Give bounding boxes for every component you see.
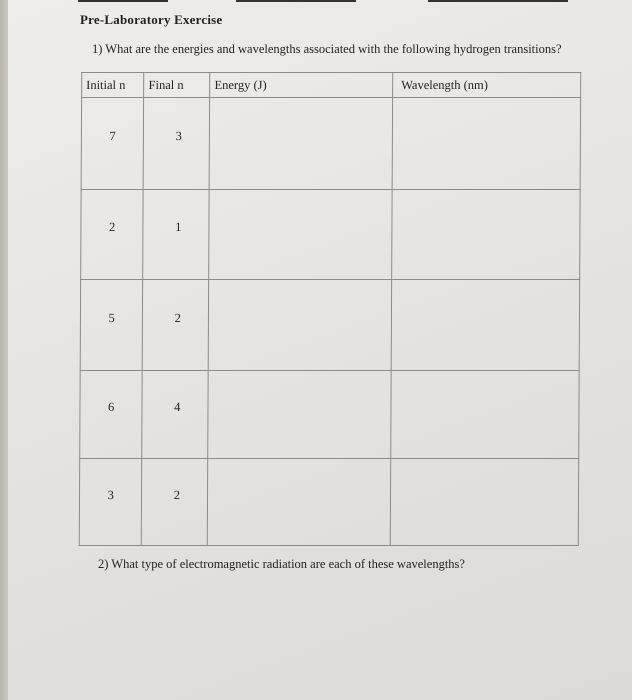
wavelength-cell[interactable] [391,280,579,371]
table-header-row [82,73,581,98]
wavelength-cell[interactable] [392,98,580,190]
energy-cell[interactable] [208,459,391,546]
question-1: 1) What are the energies and wavelengths associated with the following hydrogen transitions? [92,42,562,56]
final-n-cell: 4 [142,371,208,459]
page-title: Pre-Laboratory Exercise [80,12,223,27]
worksheet-page [8,0,632,700]
table-row [80,280,579,371]
transitions-table [79,72,581,546]
name-line [8,0,632,4]
wavelength-cell[interactable] [392,190,580,280]
table-row [81,190,580,280]
wavelength-cell[interactable] [391,371,579,459]
energy-cell[interactable] [208,280,391,371]
initial-n-cell: 7 [81,98,144,190]
table-row [79,459,578,546]
question-2: 2) What type of electromagnetic radiation are each of these wavelengths? [98,557,465,571]
table-row [80,371,579,459]
header-initial-n: Initial n [82,73,145,98]
wavelength-cell[interactable] [390,459,578,546]
header-wavelength: Wavelength (nm) [393,73,581,98]
energy-cell[interactable] [209,190,392,280]
final-n-cell: 1 [143,190,209,280]
table-row [81,98,580,190]
final-n-cell: 2 [143,280,209,371]
initial-n-cell: 2 [81,190,144,280]
initial-n-cell: 6 [80,371,143,459]
energy-cell[interactable] [208,371,391,459]
final-n-cell: 2 [142,459,208,546]
header-energy: Energy (J) [210,73,393,98]
initial-n-cell: 3 [79,459,142,546]
header-final-n: Final n [144,73,210,98]
final-n-cell: 3 [144,98,210,190]
energy-cell[interactable] [209,98,392,190]
initial-n-cell: 5 [80,280,143,371]
